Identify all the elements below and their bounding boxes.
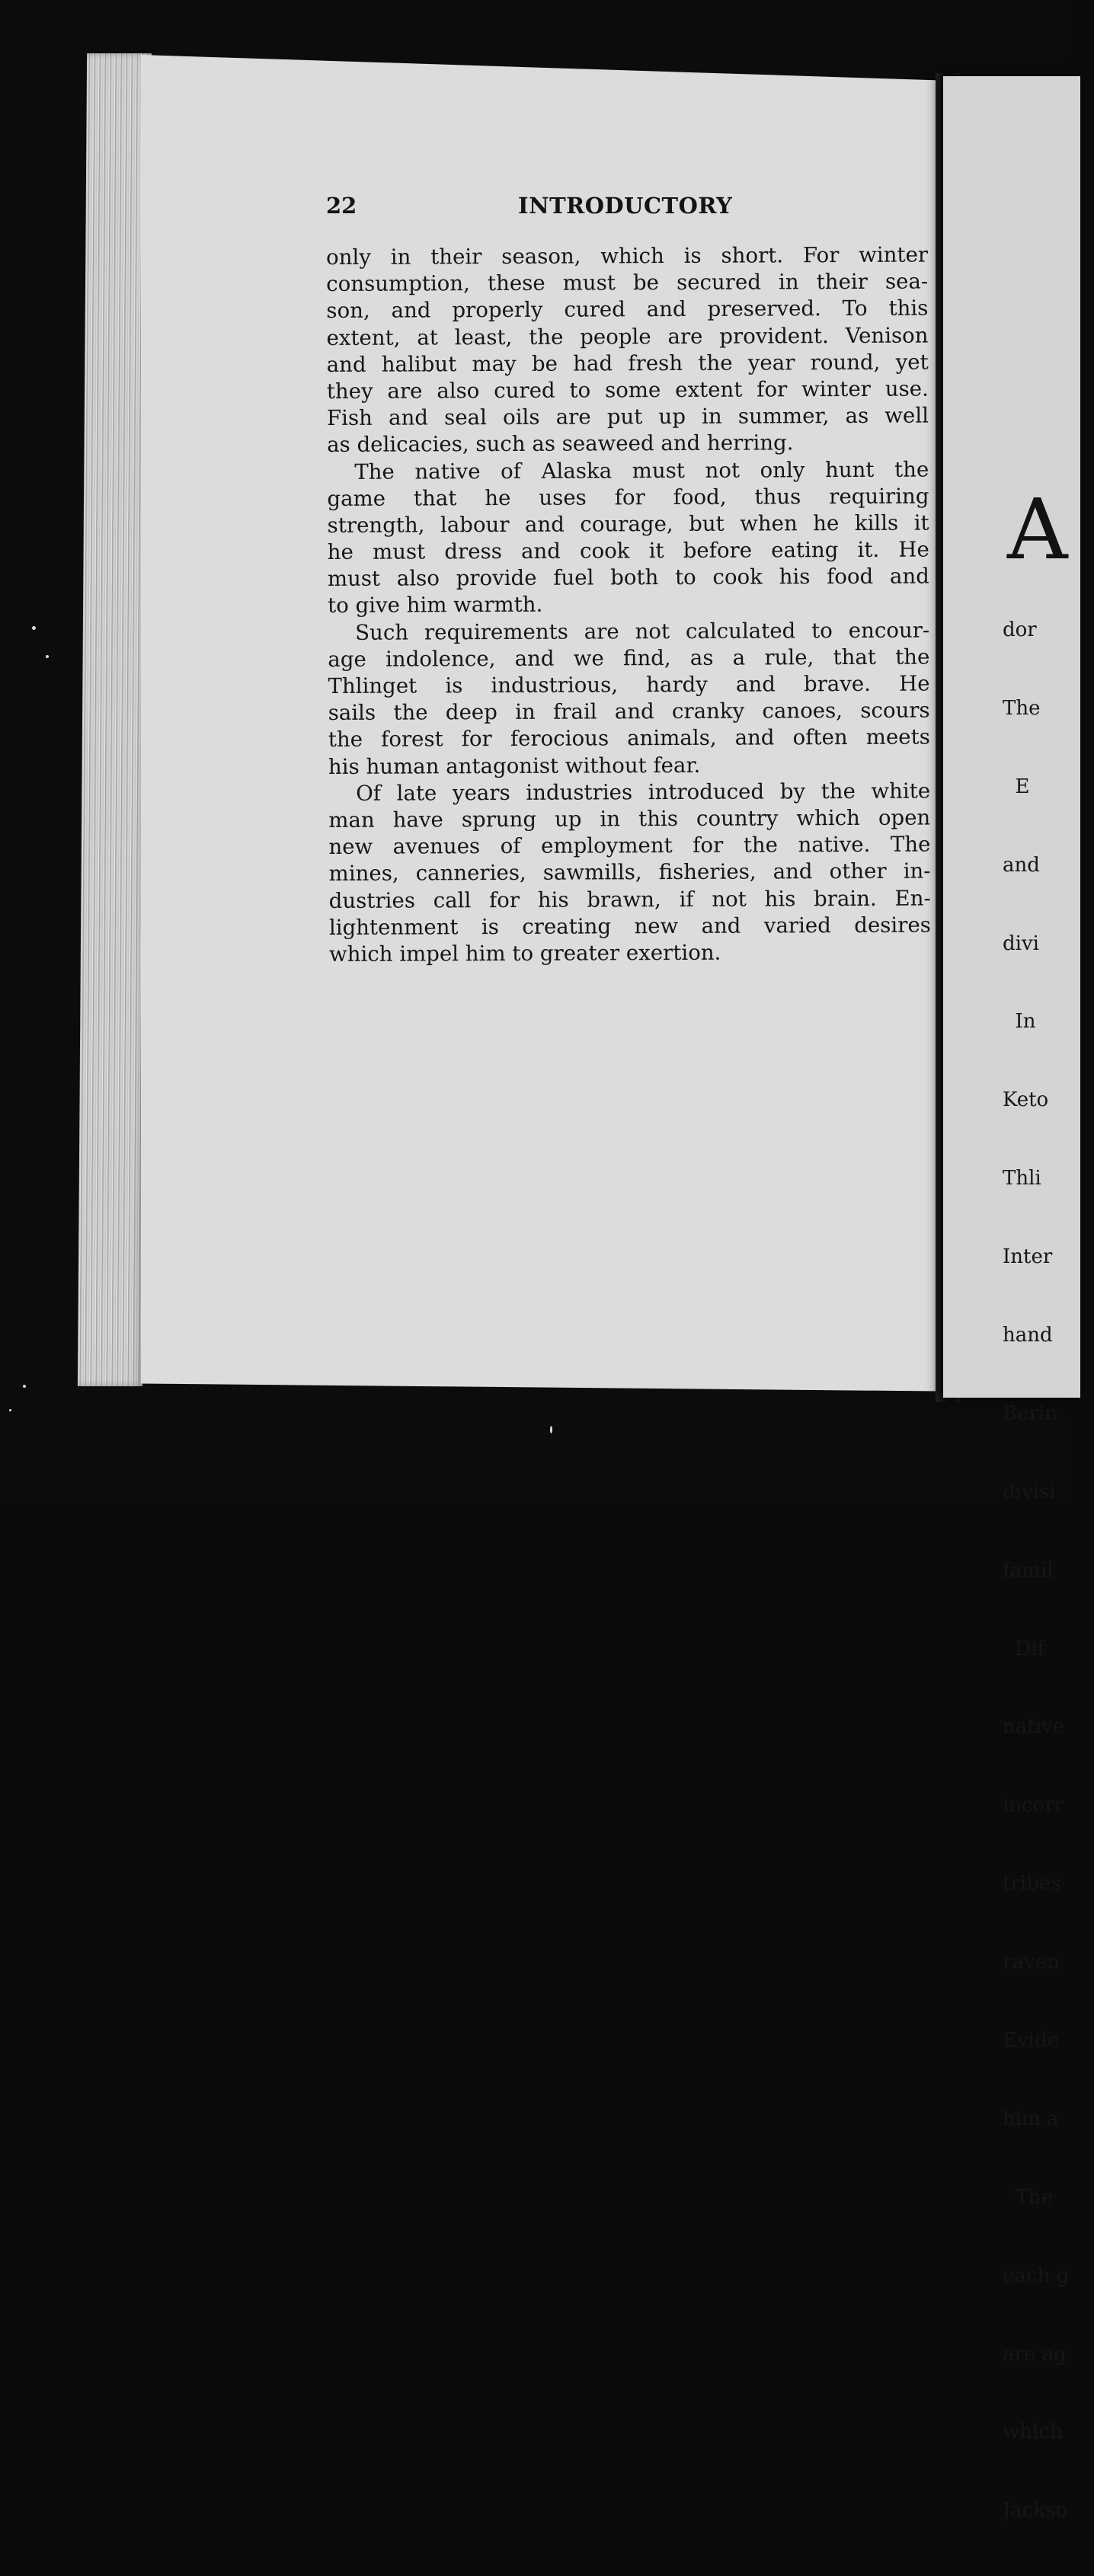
facing-page-fragment: each g — [1003, 2264, 1070, 2287]
text-line: new avenues of employment for the native. The — [328, 831, 931, 860]
facing-page-fragment: The — [1003, 2185, 1054, 2209]
text-line: Fish and seal oils are put up in summer, as well — [326, 402, 929, 431]
text-line: man have sprung up in this country which open — [328, 804, 931, 833]
text-line: the forest for ferocious animals, and often meets — [328, 724, 930, 753]
facing-page-fragment: Keto — [1003, 1088, 1049, 1112]
text-line: only in their season, which is short. For winter — [326, 241, 929, 270]
facing-page-fragment: divi — [1003, 932, 1039, 955]
text-line: which impel him to greater exertion. — [328, 939, 721, 967]
facing-page-fragment: Thli — [1003, 1167, 1041, 1191]
facing-page-fragment: Inter — [1003, 1245, 1053, 1269]
facing-page-fragment: native — [1003, 1715, 1065, 1739]
paragraph-first-line: Such requirements are not calculated to encour- — [355, 617, 930, 645]
text-line: they are also cured to some extent for winter use. — [326, 376, 929, 404]
text-line: son, and properly cured and preserved. To this — [326, 295, 929, 324]
facing-page-fragment: In — [1003, 1010, 1036, 1034]
text-line: age indolence, and we find, as a rule, that the — [328, 644, 930, 672]
facing-page-fragment: dor — [1003, 618, 1037, 641]
facing-page-fragment: Dif — [1003, 1637, 1045, 1660]
text-line: to give him warmth. — [328, 592, 543, 618]
text-line: mines, canneries, sawmills, fisheries, and other in- — [328, 858, 931, 887]
text-line: lightenment is creating new and varied desires — [328, 912, 931, 940]
facing-page-fragment: incorr — [1003, 1794, 1064, 1817]
facing-page-fragment: The — [1003, 696, 1041, 720]
body-text — [326, 241, 931, 968]
page-number: 22 — [326, 193, 357, 219]
paragraph-first-line: Of late years industries introduced by the white — [356, 778, 931, 806]
paragraph-first-line: The native of Alaska must not only hunt the — [354, 456, 929, 484]
facing-page-fragment: tribes — [1003, 1872, 1061, 1896]
facing-page-fragment: famil — [1003, 1558, 1054, 1582]
facing-page-fragment: Jackso — [1003, 2499, 1068, 2523]
page-edge-stack — [78, 53, 152, 1386]
text-line: game that he uses for food, thus requiring — [327, 483, 929, 511]
facing-page-fragment: hand — [1003, 1324, 1053, 1347]
text-line: consumption, these must be secured in their sea- — [326, 268, 929, 297]
page-header — [326, 193, 753, 223]
running-head: INTRODUCTORY — [518, 193, 733, 219]
text-line: must also provide fuel both to cook his food and — [327, 563, 929, 592]
text-line: his human antagonist without fear. — [328, 752, 701, 779]
facing-page-text — [1003, 565, 1094, 2576]
facing-page-drop-cap: A — [1007, 481, 1068, 578]
facing-page-fragment: Evide — [1003, 2029, 1060, 2053]
facing-page-fragment: divisi — [1003, 1480, 1056, 1504]
text-line: he must dress and cook it before eating it. He — [327, 536, 929, 565]
facing-page-fragment: Berin — [1003, 1401, 1057, 1425]
facing-page-fragment: E — [1003, 775, 1030, 798]
facing-page-fragment: and — [1003, 853, 1040, 877]
text-line: sails the deep in frail and cranky canoes, scours — [328, 697, 930, 726]
facing-page-fragment: are ag — [1003, 2342, 1067, 2366]
facing-page-fragment: him a — [1003, 2107, 1059, 2130]
text-line: dustries call for his brawn, if not his brain. En- — [328, 885, 931, 913]
text-line: strength, labour and courage, but when he kills it — [327, 510, 929, 538]
facing-page-fragment: raven — [1003, 1951, 1060, 1974]
text-line: extent, at least, the people are provident. Venison — [326, 322, 929, 350]
text-line: and halibut may be had fresh the year round, yet — [326, 349, 929, 377]
text-line: as delicacies, such as seaweed and herring. — [327, 430, 794, 458]
facing-page-fragment: which — [1003, 2421, 1063, 2444]
text-line: Thlinget is industrious, hardy and brave. He — [328, 670, 930, 698]
